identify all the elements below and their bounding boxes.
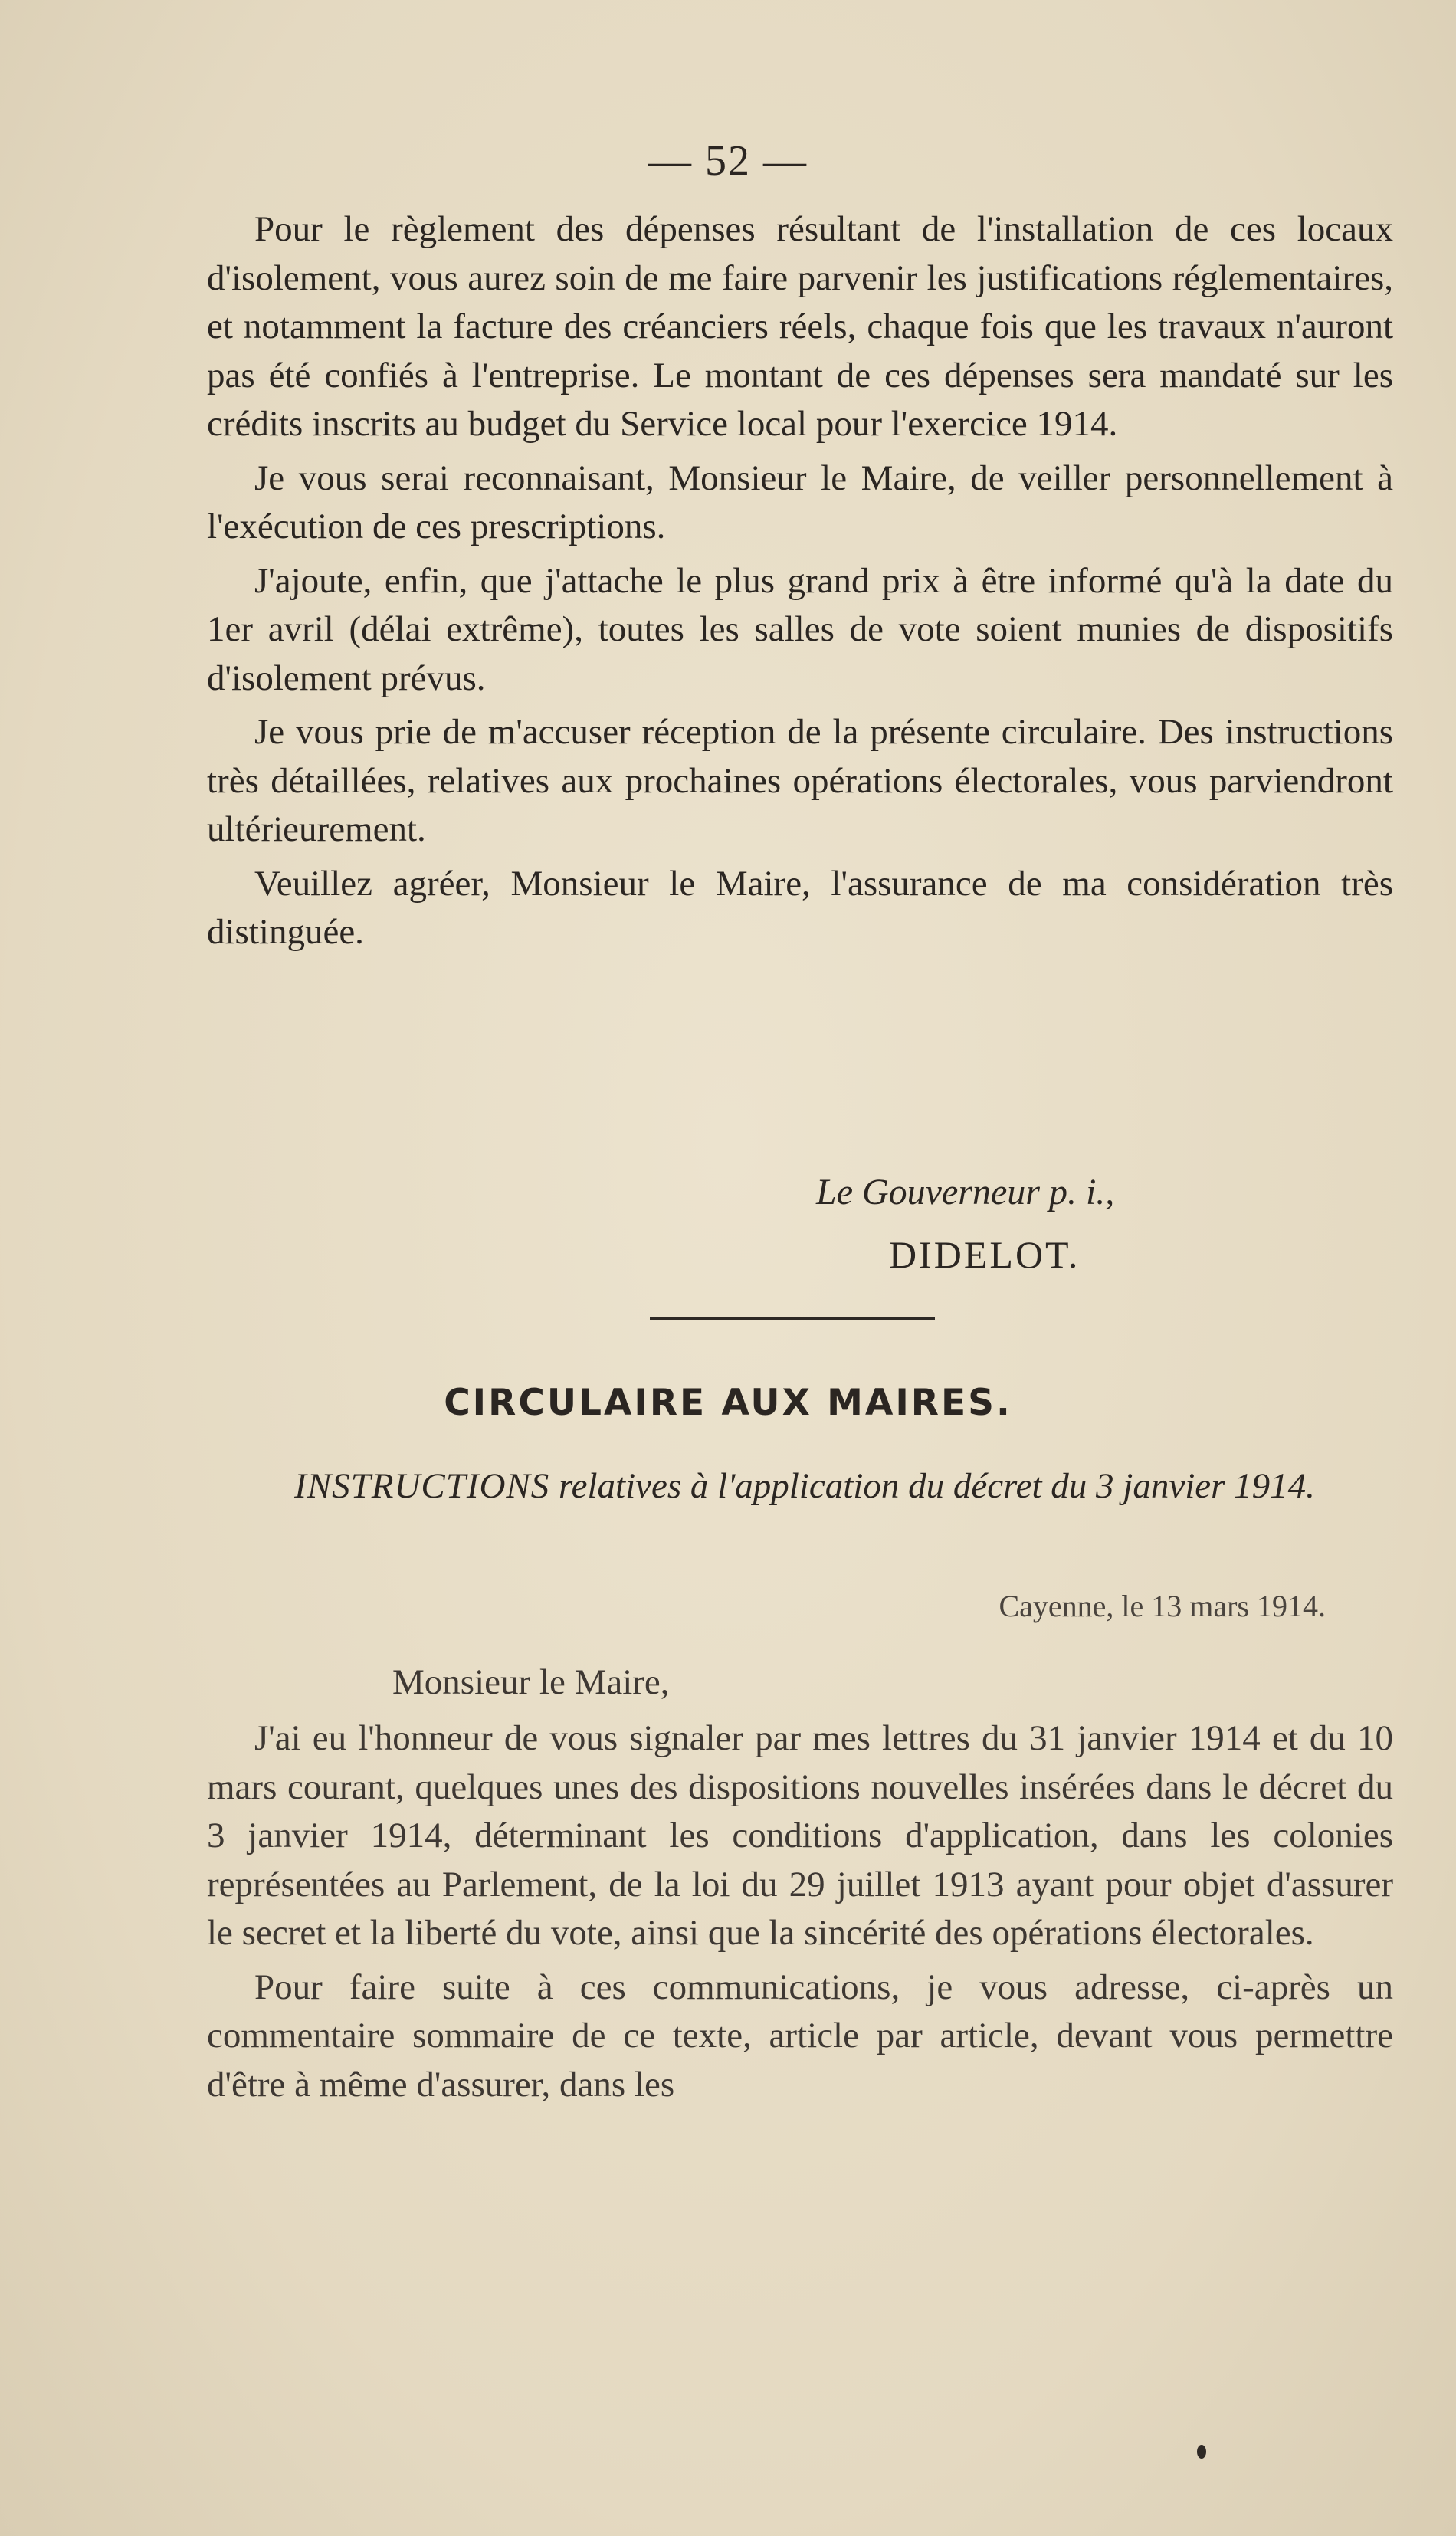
- paragraph-expenses: Pour le règlement des dépenses résultant de l'installation de ces locaux d'isolement, vous aurez soin de me faire parvenir les justifications réglementaires, et notamment la facture des créanciers réels, chaque fois que les travaux n'auront pas été confiés à l'entreprise. Le montant de ces dépenses sera mandaté sur les crédits inscrits au budget du Service local pour l'exercice 1914.: [207, 209, 1393, 444]
- paragraph-deadline: J'ajoute, enfin, que j'attache le plus grand prix à être informé qu'à la date du 1er avril (délai extrême), toutes les salles de vote soient munies de dispositifs d'isolement prévus.: [207, 560, 1393, 698]
- instructions-subtitle: [291, 1462, 1318, 1510]
- paragraph-acknowledgement: Je vous prie de m'accuser réception de la présente circulaire. Des instructions très détaillées, relatives aux prochaines opérations électorales, vous parviendront ultérieurement.: [207, 712, 1393, 849]
- paragraph-previous-letters: J'ai eu l'honneur de vous signaler par mes lettres du 31 janvier 1914 et du 10 mars courant, quelques unes des dispositions nouvelles insérées dans le décret du 3 janvier 1914, déterminant les conditions d'application, dans les colonies représentées au Parlement, de la loi du 29 juillet 1913 ayant pour objet d'assurer le secret et la liberté du vote, ainsi que la sincérité des opérations électorales.: [207, 1718, 1393, 1953]
- paragraph-commentary: Pour faire suite à ces communications, je vous adresse, ci-après un commentaire sommaire de ce texte, article par article, devant vous permettre d'être à même d'assurer, dans les: [207, 1967, 1393, 2105]
- instructions-rest: relatives à l'application du décret du 3 janvier 1914.: [559, 1466, 1315, 1506]
- ink-dot-mark: [1197, 2445, 1206, 2459]
- section-divider: [650, 1317, 935, 1320]
- instructions-caps: INSTRUCTIONS: [294, 1466, 550, 1506]
- letter-body: [207, 205, 1393, 957]
- page-number: — 52 —: [648, 137, 808, 185]
- paragraph-closing: Veuillez agréer, Monsieur le Maire, l'assurance de ma considération très distinguée.: [207, 863, 1393, 952]
- place-date: Cayenne, le 13 mars 1914.: [999, 1589, 1326, 1623]
- paragraph-supervision: Je vous serai reconnaisant, Monsieur le Maire, de veiller personnellement à l'exécution de ces prescriptions.: [207, 458, 1393, 546]
- signature-title: Le Gouverneur p. i.,: [816, 1172, 1115, 1212]
- circular-heading: CIRCULAIRE AUX MAIRES.: [444, 1382, 1012, 1424]
- salutation: Monsieur le Maire,: [392, 1662, 670, 1702]
- signature-name: DIDELOT.: [889, 1233, 1081, 1276]
- circular-body: [207, 1714, 1393, 2109]
